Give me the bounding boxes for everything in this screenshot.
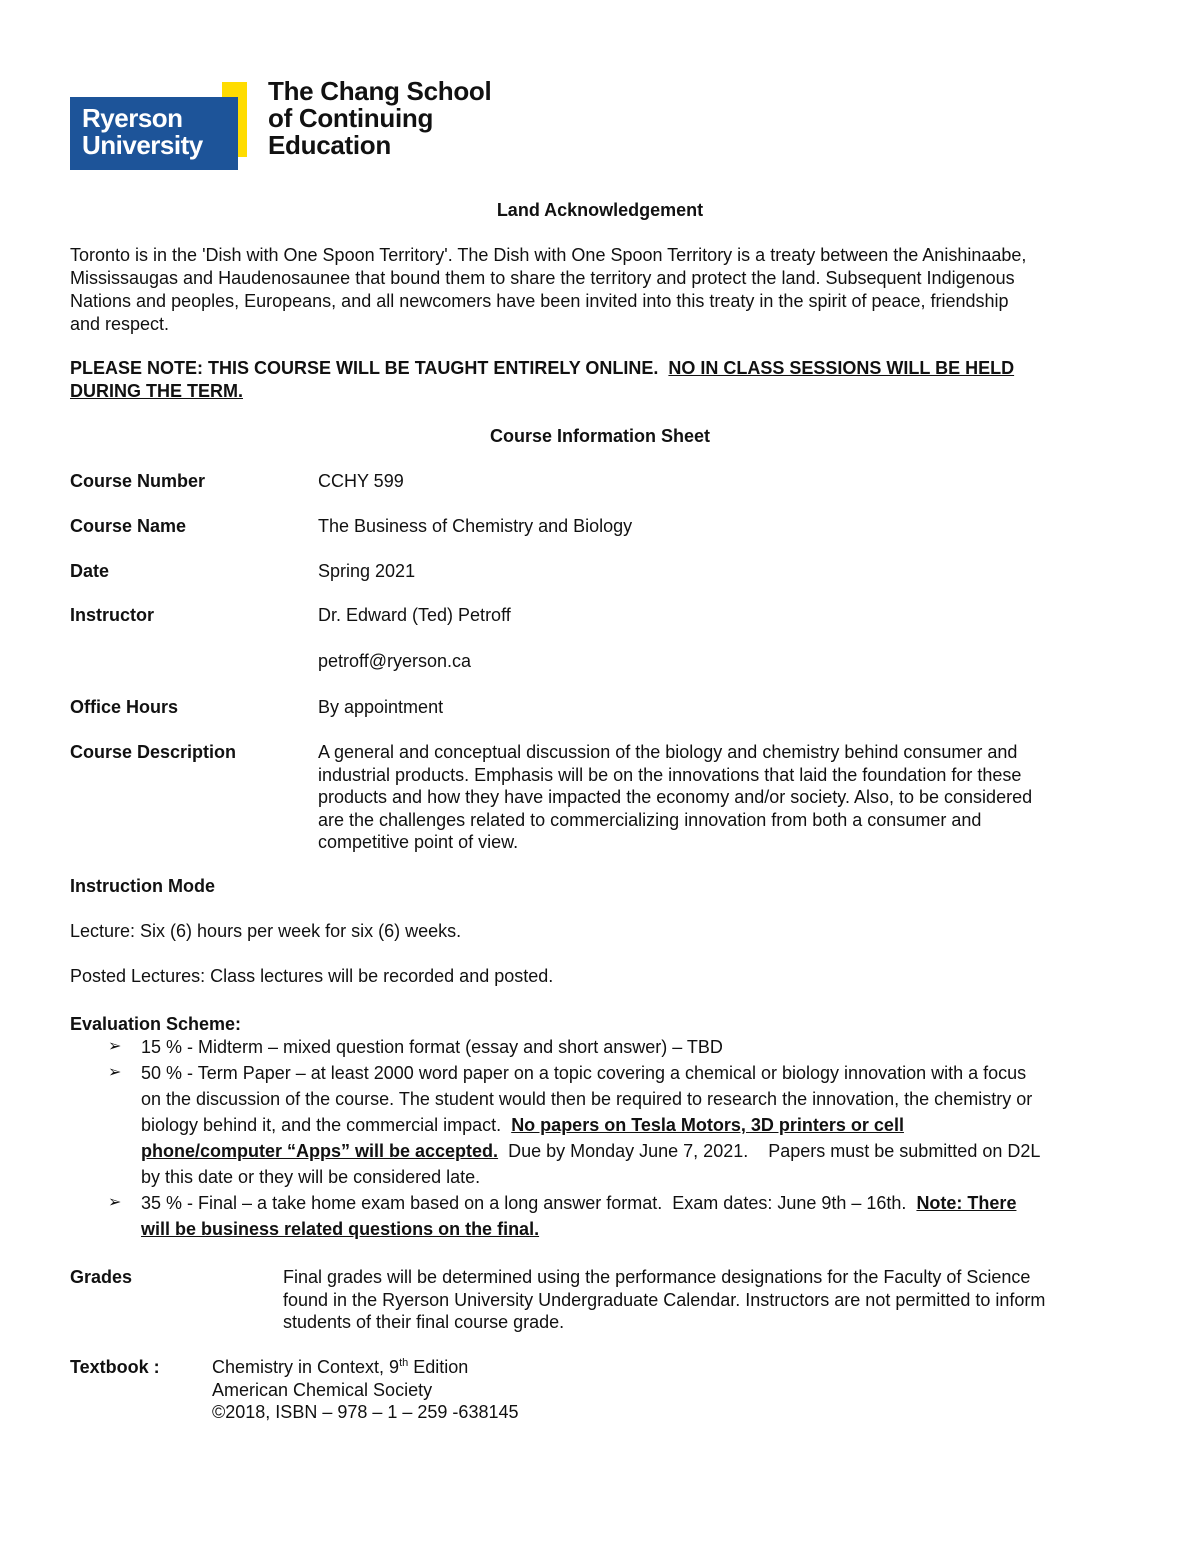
instruction-mode-heading: Instruction Mode <box>70 876 215 896</box>
course-number-value: CCHY 599 <box>318 471 404 491</box>
land-line: Mississaugas and Haudenosaunee that bound them to share the territory and protect the land. Subsequent Indigenous <box>70 268 1015 288</box>
evaluation-item-final <box>108 1190 1138 1242</box>
textbook-title-sup: th <box>399 1357 409 1369</box>
posted-lectures-text <box>70 965 553 988</box>
evaluation-item-line <box>141 1112 1138 1138</box>
textbook-title <box>212 1356 519 1379</box>
evaluation-item-line <box>141 1190 1138 1216</box>
logo-school-line1: The Chang School <box>268 76 492 106</box>
no-papers-note: No papers on Tesla Motors, 3D printers or cell <box>511 1115 904 1135</box>
evaluation-item-text: 50 % - Term Paper – at least 2000 word paper on a topic covering a chemical or biology innovation with a focus <box>141 1063 1027 1083</box>
arrow-bullet-icon: ➢ <box>108 1038 122 1055</box>
textbook-info <box>212 1356 519 1424</box>
textbook-isbn: ©2018, ISBN – 978 – 1 – 259 -638145 <box>212 1402 519 1422</box>
course-description-label: Course Description <box>70 742 237 762</box>
evaluation-item-text: by this date or they will be considered late. <box>141 1167 481 1187</box>
lecture-text: Lecture: Six (6) hours per week for six (6) weeks. <box>70 921 462 941</box>
course-name-label: Course Name <box>70 516 187 536</box>
evaluation-item-text: 35 % - Final – a take home exam based on a long answer format. Exam dates: June 9th – 16th. <box>141 1193 917 1213</box>
course-description-value <box>318 741 1032 854</box>
office-hours-value: By appointment <box>318 697 444 717</box>
land-line: Toronto is in the 'Dish with One Spoon Territory'. The Dish with One Spoon Territory is a treaty between the Anishinaabe, <box>70 245 1027 265</box>
notice-part2: NO IN CLASS SESSIONS WILL BE HELD <box>668 358 1015 378</box>
notice-part2-line2: DURING THE TERM. <box>70 381 243 401</box>
logo-university-line1: Ryerson <box>82 103 183 133</box>
no-papers-note-cont: phone/computer “Apps” will be accepted. <box>141 1141 499 1161</box>
course-number-label: Course Number <box>70 471 206 491</box>
description-line: competitive point of view. <box>318 832 519 852</box>
course-name-value: The Business of Chemistry and Biology <box>318 516 633 536</box>
date-label: Date <box>70 561 110 581</box>
evaluation-item-text: on the discussion of the course. The student would then be required to research the innovation, the chemistry or <box>141 1089 1033 1109</box>
evaluation-item-midterm <box>108 1034 1138 1060</box>
evaluation-item-text: 15 % - Midterm – mixed question format (essay and short answer) – TBD <box>141 1037 723 1057</box>
textbook-publisher: American Chemical Society <box>212 1379 433 1400</box>
final-note-cont: will be business related questions on the final. <box>141 1219 540 1239</box>
land-paragraph <box>70 244 1170 336</box>
logo-school-line2: of Continuing <box>268 103 434 133</box>
textbook-title-text: Chemistry in Context, 9 <box>212 1357 400 1377</box>
evaluation-heading: Evaluation Scheme: <box>70 1014 242 1034</box>
logo-school-text <box>268 78 491 159</box>
online-notice <box>70 357 1170 403</box>
evaluation-list <box>108 1034 1138 1242</box>
instructor-email[interactable]: petroff@ryerson.ca <box>318 651 472 671</box>
sheet-title: Course Information Sheet <box>489 426 711 446</box>
land-heading: Land Acknowledgement <box>496 200 704 220</box>
description-line: industrial products. Emphasis will be on the innovations that laid the foundation for these <box>318 764 1022 785</box>
description-line: A general and conceptual discussion of the biology and chemistry behind consumer and <box>318 742 1018 762</box>
notice-part1: PLEASE NOTE: THIS COURSE WILL BE TAUGHT ENTIRELY ONLINE. <box>70 358 669 378</box>
grades-label: Grades <box>70 1267 133 1287</box>
posted-lectures-detail: : Class lectures will be recorded and posted. <box>200 966 554 986</box>
description-line: products and how they have impacted the economy and/or society. Also, to be considered <box>318 787 1033 807</box>
logo-blue-box <box>70 97 238 170</box>
grades-line: students of their final course grade. <box>283 1312 565 1332</box>
evaluation-item-term-paper <box>108 1060 1138 1190</box>
arrow-bullet-icon: ➢ <box>108 1064 122 1081</box>
land-line: Nations and peoples, Europeans, and all newcomers have been invited into this treaty in the spirit of peace, friendship <box>70 291 1009 311</box>
instructor-value: Dr. Edward (Ted) Petroff <box>318 605 511 625</box>
logo-university-text <box>82 105 203 159</box>
instructor-label: Instructor <box>70 605 155 625</box>
office-hours-label: Office Hours <box>70 697 179 717</box>
due-date-text: Due by Monday June 7, 2021. Papers must be submitted on D2L <box>498 1141 1041 1161</box>
grades-line: Final grades will be determined using the performance designations for the Faculty of Science <box>283 1267 1031 1287</box>
grades-line: found in the Ryerson University Undergraduate Calendar. Instructors are not permitted to inform <box>283 1289 1046 1310</box>
evaluation-item-text: biology behind it, and the commercial impact. <box>141 1115 512 1135</box>
evaluation-item-line <box>141 1138 1138 1164</box>
arrow-bullet-icon: ➢ <box>108 1194 122 1211</box>
textbook-title-edition: Edition <box>408 1357 469 1377</box>
posted-lectures-label: Posted Lectures <box>70 966 201 986</box>
description-line: are the challenges related to commercializing innovation from both a consumer and <box>318 809 982 830</box>
final-note: Note: There <box>916 1193 1017 1213</box>
grades-text <box>283 1266 1045 1334</box>
logo-university-line2: University <box>82 130 203 160</box>
land-line: and respect. <box>70 314 170 334</box>
textbook-label: Textbook : <box>70 1357 160 1377</box>
logo-school-line3: Education <box>268 130 391 160</box>
date-value: Spring 2021 <box>318 561 416 581</box>
